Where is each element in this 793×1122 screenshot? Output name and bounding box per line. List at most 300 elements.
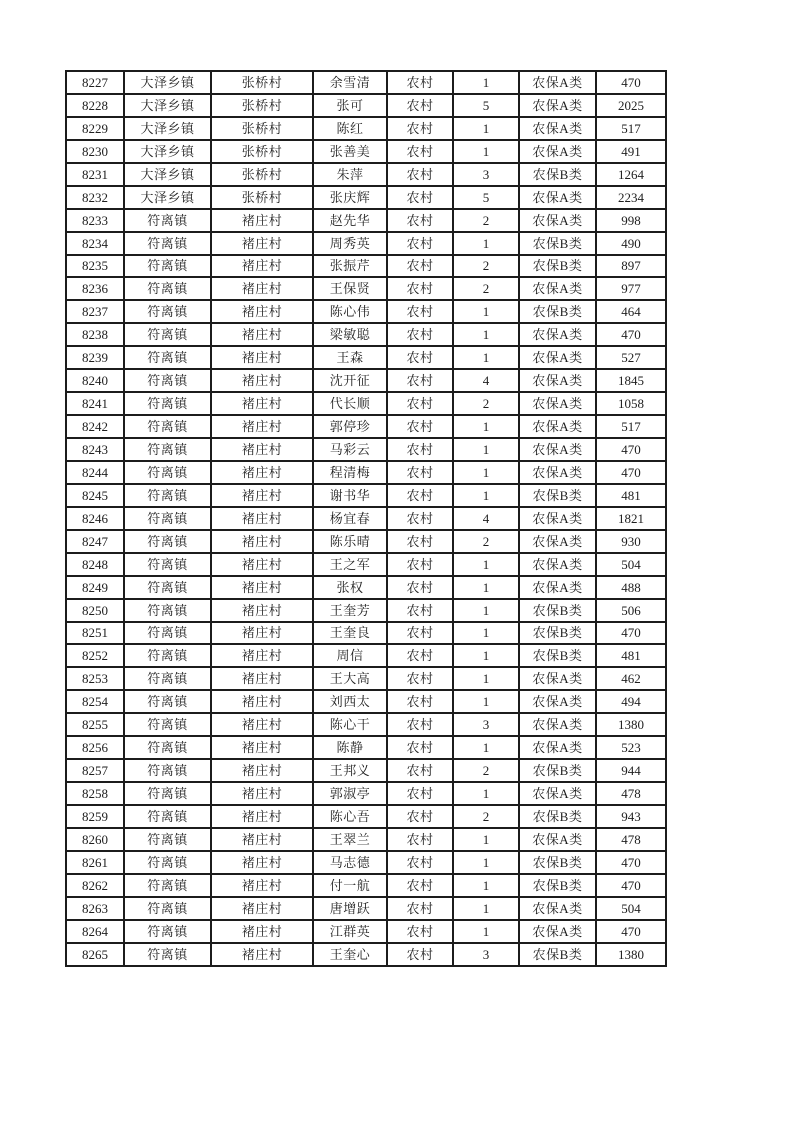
cell-category: 农村	[387, 346, 453, 369]
cell-count: 1	[453, 828, 519, 851]
cell-category: 农村	[387, 461, 453, 484]
cell-village: 褚庄村	[211, 943, 313, 966]
records-table-body	[66, 71, 666, 966]
cell-insurance_type: 农保A类	[519, 828, 596, 851]
cell-category: 农村	[387, 415, 453, 438]
cell-amount: 481	[596, 484, 666, 507]
cell-count: 1	[453, 438, 519, 461]
cell-town: 符离镇	[124, 392, 211, 415]
cell-insurance_type: 农保A类	[519, 553, 596, 576]
table-row	[66, 713, 666, 736]
cell-id: 8247	[66, 530, 124, 553]
cell-count: 1	[453, 415, 519, 438]
cell-id: 8249	[66, 576, 124, 599]
cell-village: 张桥村	[211, 163, 313, 186]
cell-amount: 943	[596, 805, 666, 828]
cell-amount: 478	[596, 782, 666, 805]
cell-name: 杨宜春	[313, 507, 387, 530]
cell-count: 1	[453, 874, 519, 897]
cell-category: 农村	[387, 713, 453, 736]
cell-amount: 1380	[596, 713, 666, 736]
cell-insurance_type: 农保A类	[519, 209, 596, 232]
cell-category: 农村	[387, 484, 453, 507]
cell-village: 褚庄村	[211, 369, 313, 392]
table-row	[66, 920, 666, 943]
cell-name: 马志德	[313, 851, 387, 874]
cell-insurance_type: 农保A类	[519, 392, 596, 415]
cell-category: 农村	[387, 392, 453, 415]
cell-count: 1	[453, 667, 519, 690]
cell-insurance_type: 农保B类	[519, 874, 596, 897]
cell-amount: 517	[596, 415, 666, 438]
cell-count: 4	[453, 369, 519, 392]
cell-town: 符离镇	[124, 209, 211, 232]
table-row	[66, 300, 666, 323]
table-row	[66, 736, 666, 759]
cell-category: 农村	[387, 943, 453, 966]
cell-village: 张桥村	[211, 117, 313, 140]
cell-town: 大泽乡镇	[124, 140, 211, 163]
cell-count: 1	[453, 346, 519, 369]
cell-amount: 1821	[596, 507, 666, 530]
cell-count: 1	[453, 232, 519, 255]
cell-id: 8238	[66, 323, 124, 346]
table-row	[66, 186, 666, 209]
cell-amount: 470	[596, 920, 666, 943]
cell-category: 农村	[387, 71, 453, 94]
table-row	[66, 369, 666, 392]
cell-amount: 462	[596, 667, 666, 690]
cell-amount: 1845	[596, 369, 666, 392]
cell-name: 王保贤	[313, 277, 387, 300]
cell-amount: 470	[596, 874, 666, 897]
cell-town: 符离镇	[124, 736, 211, 759]
table-row	[66, 759, 666, 782]
cell-amount: 464	[596, 300, 666, 323]
cell-name: 王奎良	[313, 622, 387, 645]
cell-village: 褚庄村	[211, 415, 313, 438]
cell-category: 农村	[387, 736, 453, 759]
cell-id: 8252	[66, 644, 124, 667]
cell-count: 1	[453, 622, 519, 645]
table-row	[66, 346, 666, 369]
cell-insurance_type: 农保B类	[519, 232, 596, 255]
table-row	[66, 805, 666, 828]
cell-insurance_type: 农保B类	[519, 484, 596, 507]
cell-name: 马彩云	[313, 438, 387, 461]
cell-insurance_type: 农保A类	[519, 415, 596, 438]
cell-town: 符离镇	[124, 644, 211, 667]
cell-count: 2	[453, 392, 519, 415]
table-row	[66, 71, 666, 94]
cell-town: 符离镇	[124, 713, 211, 736]
cell-category: 农村	[387, 690, 453, 713]
cell-count: 2	[453, 277, 519, 300]
cell-count: 2	[453, 209, 519, 232]
cell-amount: 977	[596, 277, 666, 300]
cell-name: 王奎心	[313, 943, 387, 966]
cell-count: 1	[453, 553, 519, 576]
cell-village: 褚庄村	[211, 209, 313, 232]
cell-id: 8233	[66, 209, 124, 232]
table-row	[66, 507, 666, 530]
cell-insurance_type: 农保A类	[519, 897, 596, 920]
cell-id: 8251	[66, 622, 124, 645]
cell-id: 8262	[66, 874, 124, 897]
cell-id: 8240	[66, 369, 124, 392]
cell-id: 8242	[66, 415, 124, 438]
cell-name: 张庆辉	[313, 186, 387, 209]
cell-id: 8241	[66, 392, 124, 415]
cell-town: 符离镇	[124, 300, 211, 323]
table-row	[66, 392, 666, 415]
table-row	[66, 851, 666, 874]
table-row	[66, 117, 666, 140]
cell-id: 8255	[66, 713, 124, 736]
cell-insurance_type: 农保A类	[519, 690, 596, 713]
cell-name: 陈心干	[313, 713, 387, 736]
cell-village: 褚庄村	[211, 759, 313, 782]
cell-name: 陈心伟	[313, 300, 387, 323]
table-row	[66, 576, 666, 599]
cell-insurance_type: 农保B类	[519, 255, 596, 278]
cell-town: 符离镇	[124, 690, 211, 713]
cell-village: 褚庄村	[211, 828, 313, 851]
cell-amount: 2234	[596, 186, 666, 209]
cell-village: 张桥村	[211, 140, 313, 163]
cell-id: 8232	[66, 186, 124, 209]
cell-amount: 527	[596, 346, 666, 369]
cell-village: 褚庄村	[211, 644, 313, 667]
cell-town: 符离镇	[124, 415, 211, 438]
cell-town: 符离镇	[124, 599, 211, 622]
cell-village: 褚庄村	[211, 300, 313, 323]
cell-count: 1	[453, 897, 519, 920]
cell-name: 王大高	[313, 667, 387, 690]
cell-id: 8234	[66, 232, 124, 255]
cell-town: 大泽乡镇	[124, 71, 211, 94]
cell-insurance_type: 农保A类	[519, 346, 596, 369]
cell-id: 8258	[66, 782, 124, 805]
cell-village: 褚庄村	[211, 805, 313, 828]
cell-category: 农村	[387, 94, 453, 117]
cell-village: 褚庄村	[211, 392, 313, 415]
cell-amount: 504	[596, 897, 666, 920]
cell-id: 8250	[66, 599, 124, 622]
cell-village: 褚庄村	[211, 346, 313, 369]
table-row	[66, 209, 666, 232]
cell-category: 农村	[387, 782, 453, 805]
cell-id: 8237	[66, 300, 124, 323]
cell-count: 1	[453, 300, 519, 323]
cell-count: 2	[453, 530, 519, 553]
cell-insurance_type: 农保A类	[519, 369, 596, 392]
cell-count: 1	[453, 140, 519, 163]
cell-id: 8261	[66, 851, 124, 874]
cell-id: 8239	[66, 346, 124, 369]
cell-insurance_type: 农保A类	[519, 277, 596, 300]
table-row	[66, 140, 666, 163]
table-row	[66, 553, 666, 576]
cell-insurance_type: 农保A类	[519, 461, 596, 484]
cell-id: 8231	[66, 163, 124, 186]
cell-category: 农村	[387, 438, 453, 461]
cell-category: 农村	[387, 117, 453, 140]
cell-insurance_type: 农保A类	[519, 438, 596, 461]
table-row	[66, 828, 666, 851]
cell-count: 1	[453, 690, 519, 713]
cell-insurance_type: 农保A类	[519, 94, 596, 117]
cell-insurance_type: 农保B类	[519, 644, 596, 667]
cell-id: 8264	[66, 920, 124, 943]
cell-town: 符离镇	[124, 576, 211, 599]
cell-village: 褚庄村	[211, 782, 313, 805]
cell-insurance_type: 农保A类	[519, 576, 596, 599]
cell-insurance_type: 农保A类	[519, 782, 596, 805]
cell-town: 符离镇	[124, 484, 211, 507]
cell-town: 大泽乡镇	[124, 163, 211, 186]
cell-town: 符离镇	[124, 530, 211, 553]
cell-town: 符离镇	[124, 805, 211, 828]
table-row	[66, 667, 666, 690]
cell-insurance_type: 农保A类	[519, 71, 596, 94]
cell-name: 唐增跃	[313, 897, 387, 920]
cell-id: 8243	[66, 438, 124, 461]
cell-id: 8248	[66, 553, 124, 576]
cell-category: 农村	[387, 163, 453, 186]
cell-name: 付一航	[313, 874, 387, 897]
cell-insurance_type: 农保A类	[519, 713, 596, 736]
table-row	[66, 94, 666, 117]
cell-town: 符离镇	[124, 507, 211, 530]
cell-amount: 494	[596, 690, 666, 713]
cell-id: 8253	[66, 667, 124, 690]
cell-category: 农村	[387, 553, 453, 576]
cell-count: 3	[453, 943, 519, 966]
cell-village: 褚庄村	[211, 232, 313, 255]
cell-name: 王翠兰	[313, 828, 387, 851]
cell-town: 大泽乡镇	[124, 94, 211, 117]
cell-insurance_type: 农保A类	[519, 117, 596, 140]
cell-village: 褚庄村	[211, 874, 313, 897]
table-row	[66, 323, 666, 346]
table-row	[66, 897, 666, 920]
cell-category: 农村	[387, 874, 453, 897]
cell-town: 符离镇	[124, 667, 211, 690]
cell-id: 8229	[66, 117, 124, 140]
cell-name: 周秀英	[313, 232, 387, 255]
cell-amount: 1380	[596, 943, 666, 966]
cell-insurance_type: 农保B类	[519, 163, 596, 186]
table-row	[66, 644, 666, 667]
cell-town: 符离镇	[124, 277, 211, 300]
cell-category: 农村	[387, 369, 453, 392]
cell-id: 8228	[66, 94, 124, 117]
cell-amount: 470	[596, 461, 666, 484]
cell-category: 农村	[387, 644, 453, 667]
cell-town: 大泽乡镇	[124, 186, 211, 209]
cell-insurance_type: 农保B类	[519, 851, 596, 874]
cell-amount: 470	[596, 71, 666, 94]
cell-name: 郭停珍	[313, 415, 387, 438]
cell-village: 褚庄村	[211, 667, 313, 690]
cell-amount: 506	[596, 599, 666, 622]
cell-category: 农村	[387, 232, 453, 255]
cell-village: 褚庄村	[211, 530, 313, 553]
cell-category: 农村	[387, 828, 453, 851]
cell-insurance_type: 农保B类	[519, 943, 596, 966]
cell-insurance_type: 农保A类	[519, 323, 596, 346]
cell-count: 1	[453, 461, 519, 484]
cell-town: 符离镇	[124, 461, 211, 484]
cell-name: 余雪清	[313, 71, 387, 94]
cell-village: 褚庄村	[211, 277, 313, 300]
cell-town: 符离镇	[124, 897, 211, 920]
cell-name: 王奎芳	[313, 599, 387, 622]
cell-name: 江群英	[313, 920, 387, 943]
table-row	[66, 874, 666, 897]
cell-amount: 944	[596, 759, 666, 782]
cell-count: 2	[453, 805, 519, 828]
cell-name: 王之军	[313, 553, 387, 576]
cell-name: 陈心吾	[313, 805, 387, 828]
cell-count: 1	[453, 484, 519, 507]
cell-village: 褚庄村	[211, 897, 313, 920]
table-row	[66, 438, 666, 461]
table-row	[66, 277, 666, 300]
cell-amount: 517	[596, 117, 666, 140]
cell-amount: 470	[596, 438, 666, 461]
cell-name: 刘西太	[313, 690, 387, 713]
cell-count: 1	[453, 323, 519, 346]
cell-category: 农村	[387, 186, 453, 209]
cell-village: 褚庄村	[211, 461, 313, 484]
cell-town: 符离镇	[124, 346, 211, 369]
records-table	[65, 70, 667, 967]
cell-count: 4	[453, 507, 519, 530]
cell-village: 张桥村	[211, 71, 313, 94]
cell-town: 符离镇	[124, 255, 211, 278]
cell-amount: 2025	[596, 94, 666, 117]
cell-insurance_type: 农保B类	[519, 759, 596, 782]
cell-id: 8235	[66, 255, 124, 278]
cell-insurance_type: 农保B类	[519, 622, 596, 645]
cell-name: 张振芹	[313, 255, 387, 278]
cell-insurance_type: 农保A类	[519, 140, 596, 163]
cell-amount: 491	[596, 140, 666, 163]
cell-town: 符离镇	[124, 828, 211, 851]
table-row	[66, 163, 666, 186]
cell-id: 8230	[66, 140, 124, 163]
cell-amount: 523	[596, 736, 666, 759]
table-row	[66, 415, 666, 438]
cell-amount: 930	[596, 530, 666, 553]
cell-name: 谢书华	[313, 484, 387, 507]
cell-id: 8260	[66, 828, 124, 851]
cell-name: 赵先华	[313, 209, 387, 232]
cell-town: 符离镇	[124, 438, 211, 461]
cell-village: 褚庄村	[211, 576, 313, 599]
cell-count: 3	[453, 713, 519, 736]
cell-town: 符离镇	[124, 920, 211, 943]
cell-village: 褚庄村	[211, 553, 313, 576]
cell-name: 王邦义	[313, 759, 387, 782]
cell-count: 1	[453, 644, 519, 667]
table-row	[66, 255, 666, 278]
cell-name: 朱萍	[313, 163, 387, 186]
cell-count: 1	[453, 117, 519, 140]
table-row	[66, 599, 666, 622]
cell-amount: 470	[596, 622, 666, 645]
cell-village: 褚庄村	[211, 255, 313, 278]
cell-village: 褚庄村	[211, 736, 313, 759]
cell-town: 符离镇	[124, 553, 211, 576]
cell-insurance_type: 农保A类	[519, 667, 596, 690]
cell-count: 1	[453, 782, 519, 805]
cell-id: 8265	[66, 943, 124, 966]
cell-category: 农村	[387, 277, 453, 300]
cell-count: 1	[453, 576, 519, 599]
cell-count: 2	[453, 759, 519, 782]
cell-insurance_type: 农保A类	[519, 736, 596, 759]
cell-village: 褚庄村	[211, 484, 313, 507]
cell-village: 褚庄村	[211, 851, 313, 874]
cell-name: 张权	[313, 576, 387, 599]
cell-category: 农村	[387, 576, 453, 599]
cell-category: 农村	[387, 323, 453, 346]
cell-name: 陈红	[313, 117, 387, 140]
cell-village: 张桥村	[211, 94, 313, 117]
cell-id: 8236	[66, 277, 124, 300]
cell-category: 农村	[387, 530, 453, 553]
cell-name: 陈乐晴	[313, 530, 387, 553]
cell-category: 农村	[387, 255, 453, 278]
cell-village: 褚庄村	[211, 599, 313, 622]
cell-insurance_type: 农保A类	[519, 186, 596, 209]
cell-name: 沈开征	[313, 369, 387, 392]
cell-category: 农村	[387, 851, 453, 874]
cell-count: 1	[453, 599, 519, 622]
cell-category: 农村	[387, 300, 453, 323]
table-row	[66, 232, 666, 255]
cell-category: 农村	[387, 599, 453, 622]
cell-category: 农村	[387, 140, 453, 163]
cell-amount: 998	[596, 209, 666, 232]
table-row	[66, 530, 666, 553]
cell-count: 1	[453, 851, 519, 874]
table-row	[66, 484, 666, 507]
cell-insurance_type: 农保A类	[519, 530, 596, 553]
cell-town: 符离镇	[124, 323, 211, 346]
cell-amount: 470	[596, 851, 666, 874]
cell-amount: 504	[596, 553, 666, 576]
cell-id: 8244	[66, 461, 124, 484]
cell-category: 农村	[387, 622, 453, 645]
cell-town: 符离镇	[124, 622, 211, 645]
cell-amount: 490	[596, 232, 666, 255]
cell-category: 农村	[387, 759, 453, 782]
table-row	[66, 943, 666, 966]
cell-town: 符离镇	[124, 851, 211, 874]
table-row	[66, 690, 666, 713]
cell-town: 符离镇	[124, 232, 211, 255]
cell-amount: 1264	[596, 163, 666, 186]
cell-count: 5	[453, 94, 519, 117]
cell-insurance_type: 农保B类	[519, 300, 596, 323]
cell-count: 1	[453, 71, 519, 94]
cell-town: 符离镇	[124, 759, 211, 782]
cell-amount: 470	[596, 323, 666, 346]
